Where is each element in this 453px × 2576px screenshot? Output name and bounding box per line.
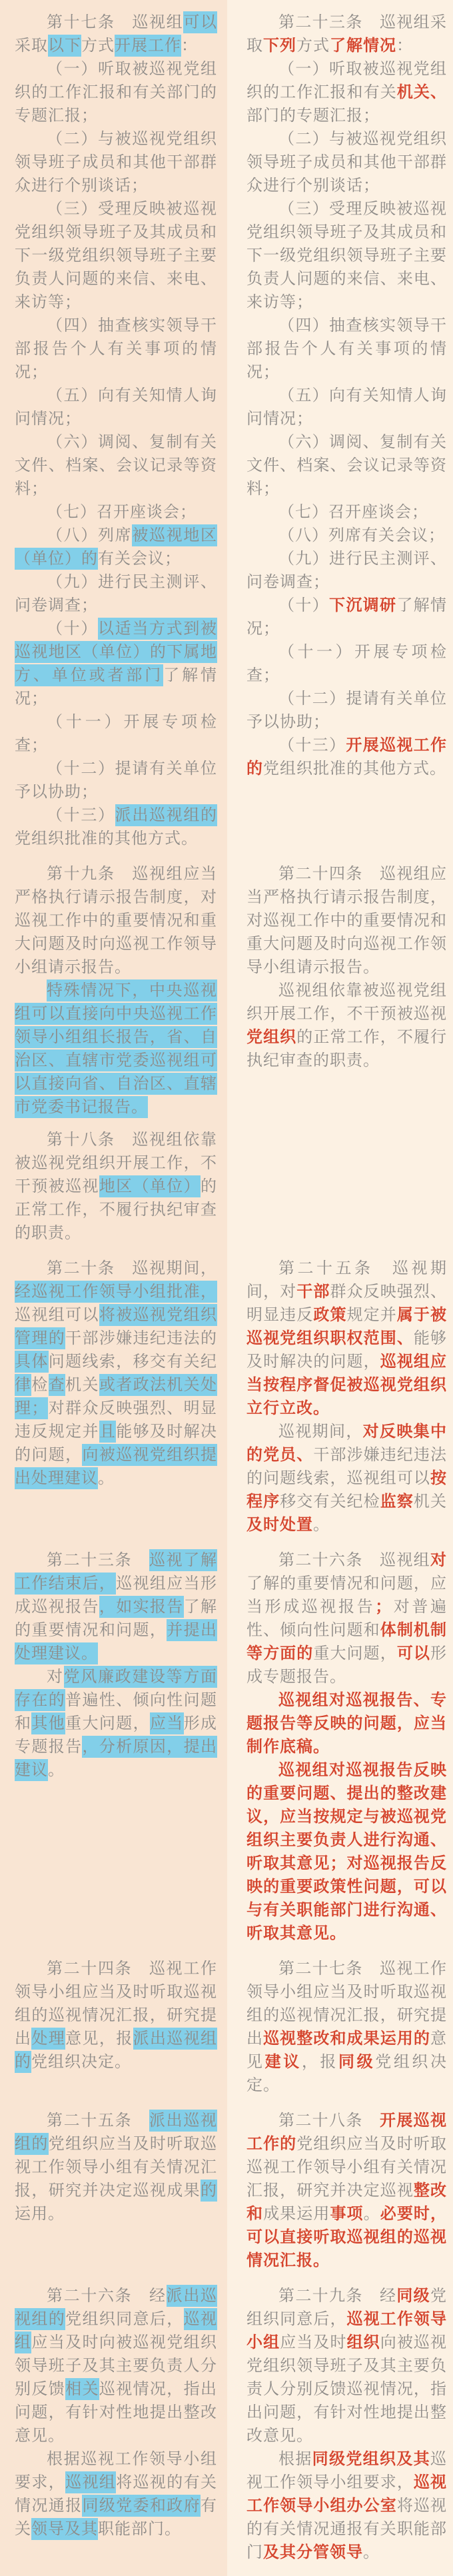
old-version-cell	[0, 1549, 227, 1957]
article-paragraph	[15, 2109, 217, 2226]
deleted-text-highlight: 党风廉政建设等方面存在的	[15, 1666, 217, 1711]
article-block	[15, 1257, 217, 1490]
text-segment: 对普遍性、倾向性问题和	[246, 1598, 448, 1639]
deleted-text-highlight: 的	[201, 2180, 217, 2202]
text-segment: 党组织决定。	[246, 2053, 448, 2094]
deleted-text-highlight: 相关	[65, 2378, 99, 2400]
text-segment: （十一）开展专项检查；	[246, 643, 447, 684]
article-paragraph	[246, 1957, 447, 2097]
added-text-emphasis: 政策	[313, 1306, 347, 1324]
text-segment: 有关会议；	[98, 550, 181, 568]
text-segment: 能够及时解决的问题，	[15, 1423, 218, 1464]
article-paragraph	[246, 1257, 447, 1420]
article-paragraph	[15, 2284, 217, 2447]
added-text-emphasis: 巡视工作领导小组	[246, 2310, 448, 2351]
added-text-emphasis: 了解情况	[330, 37, 396, 55]
deleted-text-highlight: 将被巡视党组织管理的	[15, 1304, 217, 1349]
text-segment: （二）与被巡视党组织领导班子成员和其他干部群众进行个别谈话；	[246, 130, 447, 195]
text-segment: 第二十八条	[278, 2112, 380, 2130]
added-text-emphasis: 巡视组对巡视报告、专题报告等反映的问题，应当制作底稿。	[246, 1691, 447, 1756]
added-text-emphasis: 事项	[330, 2205, 364, 2223]
text-segment: 意见，报	[65, 2030, 133, 2048]
deleted-text-highlight: 向被巡视党组织提出处理建议	[15, 1444, 217, 1489]
text-segment: 党组织应当及时听取巡视工作领导小组有关情况汇报，研究并决定巡视	[246, 2135, 448, 2200]
text-segment: 第二十三条	[47, 1551, 149, 1569]
text-segment: 机关	[413, 1493, 448, 1511]
added-text-emphasis: 及其分管领导	[263, 2543, 363, 2561]
old-version-cell	[0, 2284, 227, 2576]
text-segment: 第二十六条 经	[47, 2287, 167, 2305]
deleted-text-highlight: 巡视组	[65, 2471, 116, 2493]
text-segment: 巡视组应当形成巡视报告	[15, 1575, 218, 1616]
article-paragraph	[246, 640, 447, 687]
article-paragraph	[15, 11, 217, 57]
text-segment: 党组织同意后，	[65, 2310, 184, 2328]
text-segment: 方式	[296, 37, 330, 55]
article-block	[246, 1957, 447, 2097]
article-block	[15, 11, 217, 850]
deleted-text-highlight: 经巡视工作领导小组批准，	[15, 1281, 217, 1303]
text-segment: （八）列席	[47, 526, 133, 544]
text-segment: （三）受理反映被巡视党组织领导班子及其成员和下一级党组织领导班子主要负责人问题的来信、来电、来访等；	[246, 200, 447, 311]
text-segment: 第十九条 巡视组应当严格执行请示报告制度，对巡视工作中的重要情况和重大问题及时向巡视工作领导小组请示报告。	[15, 865, 217, 976]
added-text-emphasis: 干部	[296, 1283, 330, 1301]
text-segment: 对	[47, 1668, 64, 1686]
article-paragraph	[15, 57, 217, 127]
text-segment: 第二十七条 巡视工作领导小组应当及时听取巡视组的巡视情况汇报，研究提出	[246, 1960, 447, 2048]
text-segment: 形成专题报告。	[246, 1644, 448, 1686]
article-paragraph	[246, 1420, 447, 1537]
deleted-text-highlight: 被巡视地区（单位）的	[15, 524, 217, 570]
article-block	[15, 862, 217, 1119]
text-segment: 第二十六条 巡视组	[278, 1551, 430, 1569]
text-segment: ：	[181, 37, 198, 55]
text-segment: 。	[98, 1469, 115, 1487]
text-segment: （九）进行民主测评、问卷调查；	[15, 573, 217, 614]
deleted-text-highlight: 且	[99, 1421, 116, 1443]
text-segment: （十二）提请有关单位予以协助；	[246, 690, 447, 731]
text-segment: （五）向有关知情人询问情况；	[246, 386, 447, 428]
deleted-text-highlight: 其他	[31, 1712, 65, 1734]
new-version-cell	[227, 862, 453, 1257]
article-paragraph	[15, 1665, 217, 1782]
text-segment: 群众反映强烈、明显违反	[246, 1283, 448, 1324]
text-segment: （十一）开展专项检查；	[15, 713, 217, 754]
text-segment: 形成专题报告	[15, 1714, 218, 1756]
text-segment: （三）受理反映被巡视党组织领导班子及其成员和下一级党组织领导班子主要负责人问题的来信、来电、来访等；	[15, 200, 217, 311]
text-segment: 党组织批准的其他方式。	[15, 830, 198, 848]
article-paragraph	[246, 197, 447, 314]
text-segment: 根据巡视工作领导小组要求，	[15, 2450, 217, 2491]
article-paragraph	[15, 1257, 217, 1490]
article-paragraph	[246, 734, 447, 780]
text-segment: 的正常工作，不履行执纪审查的职责。	[246, 1028, 448, 1069]
text-segment: 机关	[65, 1376, 99, 1394]
text-segment: 重大问题，	[65, 1714, 150, 1732]
text-segment: 第二十九条 经	[278, 2287, 397, 2305]
text-segment: 第十七条 巡视组	[47, 13, 184, 31]
text-segment: 规定并	[346, 1306, 397, 1324]
added-text-emphasis: 按程序	[246, 1469, 447, 1511]
article-paragraph	[15, 979, 217, 1119]
article-paragraph	[246, 547, 447, 594]
article-block	[15, 1957, 217, 2074]
deleted-text-highlight: 以下	[48, 35, 81, 57]
added-text-emphasis: 对反映集中的党员、	[246, 1423, 448, 1464]
text-segment: 干部涉嫌违纪违法的问题线索，巡视组可以	[246, 1446, 448, 1487]
text-segment: 党组织应当及时听取巡视工作领导小组有关情况汇报，研究并决定巡视成果	[15, 2135, 218, 2200]
article-paragraph	[246, 979, 447, 1072]
deleted-text-highlight: 律	[15, 1374, 31, 1396]
deleted-text-highlight: 查	[49, 1374, 65, 1396]
added-text-emphasis: 组织	[346, 2333, 380, 2351]
article-paragraph	[246, 430, 447, 500]
text-segment: 检	[31, 1376, 49, 1394]
article-paragraph	[15, 862, 217, 979]
added-text-emphasis: 巡视组对巡视报告反映的重要问题、提出的整改建议，应当按规定与被巡视党组织主要负责人进行沟通、听取其意见；对巡视报告反映的重要政策性问题，可以与有关职能部门进行沟通、听取其意见。	[246, 1761, 447, 1942]
old-version-cell	[0, 0, 227, 862]
deleted-text-highlight: 处理	[31, 2028, 65, 2050]
added-text-emphasis: 同级	[396, 2287, 431, 2305]
deleted-text-highlight: 可以	[183, 11, 217, 33]
added-text-emphasis: 开展巡视工作的	[246, 2112, 447, 2153]
text-segment: 意见	[246, 2030, 448, 2071]
article-paragraph	[15, 197, 217, 314]
text-segment: （十二）提请有关单位予以协助；	[15, 760, 217, 801]
text-segment: （四）抽查核实领导干部报告个人有关事项的情况；	[246, 317, 447, 381]
text-segment: ，报	[301, 2053, 339, 2071]
article-paragraph	[246, 384, 447, 430]
text-segment: 。	[48, 1761, 65, 1779]
article-block	[246, 2109, 447, 2272]
text-segment: 了解的重要情况和问题，应当形成巡视报告	[246, 1575, 447, 1616]
text-segment: ：	[396, 37, 413, 55]
article-block	[246, 1549, 447, 1945]
old-version-cell	[0, 1957, 227, 2109]
added-text-emphasis: 对	[430, 1551, 447, 1569]
text-segment: （四）抽查核实领导干部报告个人有关事项的情况；	[15, 317, 217, 381]
new-version-cell	[227, 0, 453, 862]
deleted-text-highlight: 以适当方式到被巡视地区（单位）的下属地方、单位或者部门	[15, 618, 217, 686]
added-text-emphasis: 及时处置	[246, 1516, 313, 1534]
text-segment: 第二十四条 巡视组应当严格执行请示报告制度，对巡视工作中的重要情况和重大问题及时向巡视工作领导小组请示报告。	[246, 865, 447, 976]
text-segment: 将巡视的有关情况通报有关职能部门	[246, 2497, 448, 2561]
article-block	[246, 11, 447, 780]
article-paragraph	[246, 862, 447, 979]
article-paragraph	[246, 1688, 447, 1758]
text-segment: （十三）	[47, 806, 115, 824]
article-paragraph	[15, 2447, 217, 2541]
article-paragraph	[246, 57, 447, 127]
article-paragraph	[246, 2284, 447, 2447]
text-segment: （六）调阅、复制有关文件、档案、会议记录等资料；	[15, 433, 217, 498]
text-segment: 。	[313, 1516, 330, 1534]
text-segment: 运用。	[15, 2205, 65, 2223]
text-segment: 了解情况；	[15, 666, 218, 708]
text-segment: 第二十条 巡视期间，	[47, 1259, 217, 1277]
text-segment: 采取	[15, 37, 48, 55]
text-segment: 第二十五条	[47, 2112, 149, 2130]
added-text-emphasis: ；	[375, 1598, 392, 1616]
article-paragraph	[15, 314, 217, 384]
article-paragraph	[15, 384, 217, 430]
article-paragraph	[246, 11, 447, 57]
text-segment: （七）召开座谈会；	[47, 503, 197, 521]
text-segment: （一）听取被巡视党组织的工作汇报和有关	[246, 60, 447, 101]
deleted-text-highlight: 开展工作	[115, 35, 181, 57]
text-segment: （一）听取被巡视党组织的工作汇报和有关部门的专题汇报；	[15, 60, 217, 125]
text-segment: 重大问题，	[313, 1644, 397, 1662]
added-text-emphasis: 必要时，可以直接听取巡视组的巡视情况汇报。	[246, 2205, 448, 2269]
article-paragraph	[15, 710, 217, 757]
deleted-text-highlight: 派出巡视组的	[115, 804, 217, 826]
text-segment: 第二十四条 巡视工作领导小组应当及时听取巡视组的巡视情况汇报，研究提出	[15, 1960, 217, 2048]
deleted-text-highlight: 并提出处理建议。	[15, 1619, 217, 1664]
text-segment: 党组织批准的其他方式。	[263, 760, 446, 778]
text-segment: 应当及时	[280, 2333, 347, 2351]
deleted-text-highlight: 领导及其	[31, 2518, 98, 2540]
text-segment: 干部涉嫌违纪违法的	[65, 1329, 218, 1347]
article-paragraph	[246, 594, 447, 640]
deleted-text-highlight: 派出巡视组的	[15, 2110, 217, 2155]
deleted-text-highlight: 应当	[150, 1712, 184, 1734]
deleted-text-highlight: 同级党委和政府	[82, 2495, 201, 2517]
article-paragraph	[246, 687, 447, 734]
added-text-emphasis: 机关、	[396, 83, 448, 101]
article-paragraph	[15, 1549, 217, 1665]
added-text-emphasis: 体制机制等方面的	[246, 1621, 448, 1662]
article-block	[246, 2284, 447, 2564]
added-text-emphasis: 下列	[263, 37, 296, 55]
text-segment: 。	[363, 2205, 380, 2223]
text-segment: 成果运用	[263, 2205, 330, 2223]
text-segment: （十）	[278, 596, 329, 614]
added-text-emphasis: 建议	[264, 2053, 302, 2071]
new-version-cell	[227, 1257, 453, 1549]
article-paragraph	[15, 617, 217, 710]
text-segment: （九）进行民主测评、问卷调查；	[246, 550, 447, 591]
deleted-text-highlight: 具体	[15, 1351, 49, 1373]
text-segment: 职能部门。	[98, 2520, 181, 2538]
added-text-emphasis: 开展巡视工作的	[246, 736, 448, 778]
text-segment: 普遍性、倾向性问题和	[15, 1691, 218, 1732]
added-text-emphasis: 属于被巡视党组织职权范围、	[246, 1306, 448, 1347]
text-segment: 第二十五条 巡视期间，对	[246, 1259, 447, 1301]
added-text-emphasis: 同级	[338, 2053, 376, 2071]
text-segment: 的正常工作，不履行执纪审查的职责。	[15, 1177, 218, 1242]
article-block	[15, 2109, 217, 2226]
article-paragraph	[15, 804, 217, 850]
added-text-emphasis: 可以	[396, 1644, 431, 1662]
article-block	[246, 862, 447, 1072]
article-paragraph	[15, 430, 217, 500]
text-segment: 部门的专题汇报；	[246, 107, 380, 125]
added-text-emphasis: 党组织	[246, 1028, 297, 1046]
deleted-text-highlight: 派出巡视组的	[15, 2028, 217, 2073]
text-segment: （七）召开座谈会；	[278, 503, 428, 521]
text-segment: 问题线索，移交有关纪	[48, 1353, 218, 1371]
text-segment: 能够及时解决的问题，	[246, 1329, 448, 1371]
added-text-emphasis: 监察	[380, 1493, 414, 1511]
old-version-cell	[0, 1257, 227, 1549]
deleted-text-highlight: 特殊情况下，中央巡视组可以直接向中央巡视工作领导小组组长报告，省、自治区、直辖市党委巡视组可以直接向省、自治区、直辖市党委书记报告。	[15, 979, 217, 1118]
deleted-text-highlight: 巡视组	[15, 2308, 217, 2353]
text-segment: 对群众反映强烈、明显违反规定并	[15, 1399, 218, 1441]
text-segment: 巡视情况，指出问题，有针对性地提出整改意见。	[15, 2380, 218, 2445]
article-paragraph	[15, 524, 217, 570]
text-segment: 了解情况；	[246, 596, 448, 638]
deleted-text-highlight: ，如实报告	[99, 1596, 184, 1618]
article-block	[15, 1128, 217, 1245]
old-version-cell	[0, 2109, 227, 2284]
text-segment: 根据	[278, 2450, 312, 2468]
deleted-text-highlight: 地区（单位）	[99, 1175, 201, 1197]
article-paragraph	[15, 570, 217, 617]
text-segment: 巡视期间，	[278, 1423, 363, 1441]
article-paragraph	[15, 127, 217, 197]
new-version-cell	[227, 1957, 453, 2109]
text-segment: 党组织决定。	[31, 2053, 131, 2071]
text-segment: （十三）	[278, 736, 346, 754]
added-text-emphasis: 巡视整改和成果运用的	[263, 2030, 431, 2048]
article-paragraph	[246, 1549, 447, 1688]
added-text-emphasis: 巡视组应当按程序督促被巡视党组织立行立改。	[246, 1353, 448, 1417]
text-segment: 向被巡视党组织领导班子及其主要负责人分别反馈巡视情况，指出问题，有针对性地提出整改意见。	[246, 2333, 448, 2445]
new-version-cell	[227, 2109, 453, 2284]
article-block	[15, 2284, 217, 2541]
text-segment: 巡视组可以	[15, 1306, 99, 1324]
text-segment: 方式	[81, 37, 115, 55]
article-paragraph	[15, 500, 217, 524]
deleted-text-highlight: 派出巡视组的	[15, 2285, 217, 2330]
article-paragraph	[246, 2109, 447, 2272]
article-paragraph	[246, 127, 447, 197]
text-segment: 将巡视的有关情况通报	[15, 2473, 218, 2515]
article-paragraph	[246, 500, 447, 524]
article-paragraph	[246, 2447, 447, 2564]
text-segment: 第十八条 巡视组依靠被巡视党组织开展工作，不干预被巡视	[15, 1131, 217, 1195]
article-paragraph	[15, 1128, 217, 1245]
text-segment: （八）列席有关会议；	[278, 526, 445, 544]
text-segment: （二）与被巡视党组织领导班子成员和其他干部群众进行个别谈话；	[15, 130, 217, 195]
added-text-emphasis: 同级党组织及其	[312, 2450, 431, 2468]
text-segment: （六）调阅、复制有关文件、档案、会议记录等资料；	[246, 433, 447, 498]
text-segment: （五）向有关知情人询问情况；	[15, 386, 217, 428]
added-text-emphasis: 巡视工作领导小组办公室	[246, 2473, 448, 2515]
article-block	[15, 1549, 217, 1782]
old-version-cell	[0, 862, 227, 1257]
text-segment: 有关	[15, 2497, 218, 2538]
text-segment: 党组织同意后，	[246, 2287, 448, 2328]
article-block	[246, 1257, 447, 1537]
added-text-emphasis: 整改和	[246, 2182, 448, 2223]
article-paragraph	[15, 1957, 217, 2074]
deleted-text-highlight: 或者政法机关处理；	[15, 1374, 217, 1419]
article-paragraph	[15, 757, 217, 804]
text-segment: 应当及时向被巡视党组织领导班子及其主要负责人分别反馈	[15, 2333, 218, 2398]
text-segment: 了解的重要情况和问题，	[15, 1598, 218, 1639]
text-segment: 。	[363, 2543, 380, 2561]
text-segment: 移交有关纪检	[280, 1493, 380, 1511]
text-segment: 巡视组依靠被巡视党组织开展工作，不干预被巡视	[246, 981, 447, 1023]
text-segment: 巡视工作领导小组要求，	[246, 2450, 448, 2491]
deleted-text-highlight: 巡视了解工作结束后，	[15, 1549, 217, 1595]
article-paragraph	[246, 314, 447, 384]
added-text-emphasis: 下沉调研	[329, 596, 397, 614]
new-version-cell	[227, 1549, 453, 1957]
text-segment: 第二十三条 巡视组采取	[246, 13, 447, 55]
article-paragraph	[246, 1758, 447, 1945]
deleted-text-highlight: ，分析原因，提出建议	[15, 1736, 217, 1781]
article-paragraph	[246, 524, 447, 547]
text-segment: （十）	[47, 620, 98, 638]
new-version-cell	[227, 2284, 453, 2576]
